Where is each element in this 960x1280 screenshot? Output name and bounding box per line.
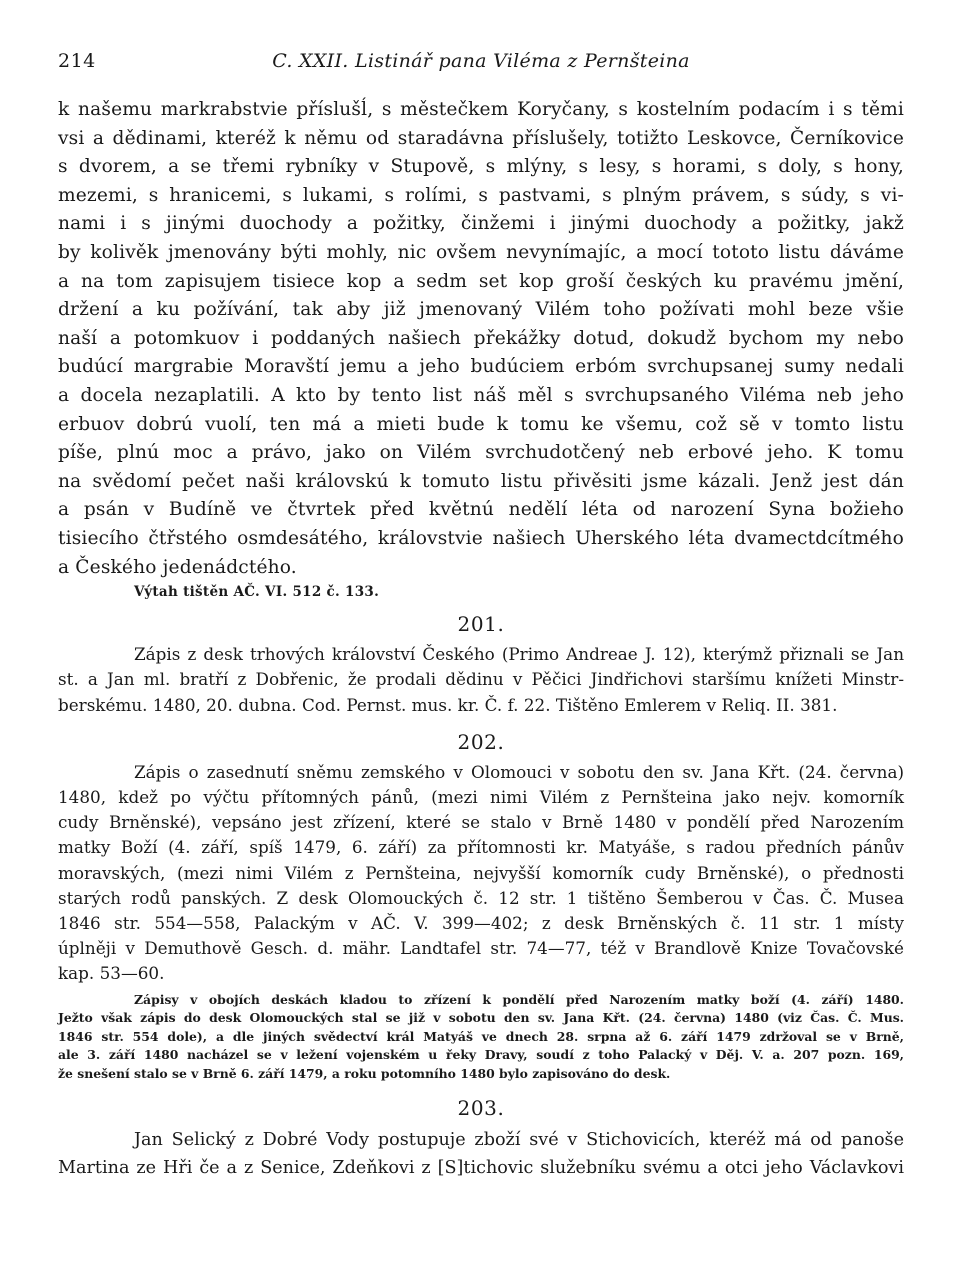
text-line: k našemu markrabstvie příslušĺ, s městečkem Koryčany, s kostelním podacím i s těmi — [58, 99, 904, 120]
entry-line: moravských, (mezi nimi Vilém z Pernšteina, nejvyšší komorník cudy Brněnské), o přednosti — [58, 862, 904, 883]
main-text — [58, 96, 904, 582]
source-note: Výtah tištěn AČ. VI. 512 č. 133. — [134, 584, 380, 601]
text-line: vsi a dědinami, kteréž k němu od staradávna příslušely, totižto Leskovce, Černíkovice — [58, 127, 904, 149]
footnote-line: Ježto však zápis do desk Olomouckých stal se již v sobotu den sv. Jana Křt. (24. června) 1480 (viz Čas. Č. Mus. — [58, 1010, 904, 1026]
text-line: erbuov dobrú vuolí, ten má a mieti bude k tomu ke všemu, což sě v tomto listu — [58, 413, 904, 435]
text-line: a na tom zapisujem tisiece kop a sedm set kop groší českých ku pravému jmění, — [58, 270, 904, 292]
document-page — [58, 44, 904, 1182]
text-line: na svědomí pečet naši královskú k tomuto listu přivěsiti jsme kázali. Jenž jest dán — [58, 470, 904, 492]
text-line: budúcí margrabie Moravští jemu a jeho budúciem erbóm svrchupsanej sumy nedali — [58, 356, 904, 378]
page-number: 214 — [58, 50, 96, 72]
footnote-line: ale 3. září 1480 nacházel se v ležení vojenském u řeky Dravy, soudí z toho Palacký v Děj. V. a. 207 pozn. 169, — [58, 1047, 904, 1063]
footnote-line: Zápisy v obojích deskách kladou to zřízení k pondělí před Narozením matky boží (4. září) 1480. — [134, 991, 904, 1007]
text-line: s dvorem, a se třemi rybníky v Stupově, s mlýny, s lesy, s horami, s doly, s hony, — [58, 156, 904, 178]
entry-number-202: 202. — [457, 729, 505, 754]
footnote-line: že snešení stalo se v Brně 6. září 1479, a roku potomního 1480 bylo zapisováno do desk. — [58, 1065, 671, 1081]
entry-line: Martina ze Hři če a z Senice, Zdeňkovi z [S]tichovic služebníku svému a otci jeho Václavkovi — [58, 1157, 904, 1178]
text-line: nami i s jinými duochody a požitky, činžemi i jinými duochody a požitky, jakž — [58, 213, 904, 235]
entry-line: berskému. 1480, 20. dubna. Cod. Pernst. mus. kr. Č. f. 22. Tištěno Emlerem v Reliq. II. 381. — [58, 694, 838, 715]
entry-number-203: 203. — [457, 1095, 505, 1120]
entry-line: cudy Brněnské), vepsáno jest zřízení, které se stalo v Brně 1480 v pondělí před Narozením — [58, 812, 904, 833]
entry-number-201: 201. — [457, 612, 505, 637]
entry-202-footnote — [58, 991, 904, 1084]
text-line: držení a ku požívání, tak aby již jmenovaný Vilém toho požívati mohl beze všie — [58, 299, 904, 321]
text-line: by kolivěk jmenovány býti mohly, nic ovšem nevynímajíc, a mocí tototo listu dáváme — [58, 241, 904, 263]
text-line: píše, plnú moc a právo, jako on Vilém svrchudotčený neb erbové jeho. K tomu — [58, 442, 904, 464]
entry-line: st. a Jan ml. bratří z Dobřenic, že prodali dědinu v Pěčici Jindřichovi staršímu knížeti Minstr- — [58, 669, 904, 690]
entry-line: Jan Selický z Dobré Vody postupuje zboží své v Stichovicích, kteréž má od panoše — [134, 1129, 904, 1150]
text-line: a psán v Budíně ve čtvrtek před květnú nedělí léta od narození Syna božieho — [58, 499, 904, 521]
entry-line: úplněji v Demuthově Gesch. d. mähr. Landtafel str. 74—77, též v Brandlově Knize Tovačovské — [58, 938, 904, 959]
text-line: a Českého jedenádctého. — [58, 556, 297, 578]
entry-202-text — [58, 760, 904, 987]
entry-203-text — [58, 1126, 904, 1182]
text-line: tisiecího čtřstého osmdesátého, královstvie našiech Uherského léta dvamectdcítmého — [58, 527, 904, 549]
chapter-title: C. XXII. Listinář pana Viléma z Pernšteina — [272, 50, 690, 72]
entry-line: Zápis z desk trhových království Českého (Primo Andreae J. 12), kterýmž přiznali se Jan — [134, 644, 904, 665]
running-head — [58, 44, 904, 80]
text-line: naší a potomkuov i poddaných našiech překážky dotud, dokudž bychom my nebo — [58, 327, 904, 349]
entry-line: starých rodů panských. Z desk Olomouckých č. 12 str. 1 tištěno Šemberou v Čas. Č. Musea — [58, 887, 904, 908]
entry-line: kap. 53—60. — [58, 963, 165, 984]
entry-line: 1480, kdež po výčtu přítomných pánů, (mezi nimi Vilém z Pernšteina jako nejv. komorník — [58, 786, 904, 807]
footnote-line: 1846 str. 554 dole), a dle jiných svědectví král Matyáš ve dnech 28. srpna až 6. září 1479 zdržoval se v Brně, — [58, 1028, 904, 1044]
entry-line: 1846 str. 554—558, Palackým v AČ. V. 399—402; z desk Brněnských č. 11 str. 1 místy — [58, 912, 904, 933]
entry-line: Zápis o zasednutí sněmu zemského v Olomouci v sobotu den sv. Jana Křt. (24. června) — [134, 761, 904, 782]
text-line: a docela nezaplatili. A kto by tento list náš měl s svrchupsaného Viléma neb jeho — [58, 384, 904, 406]
entry-201-text — [58, 642, 904, 718]
entry-line: matky Boží (4. září, spíš 1479, 6. září) za přítomnosti kr. Matyáše, s radou předních pánův — [58, 837, 904, 858]
text-line: mezemi, s hranicemi, s lukami, s rolími, s pastvami, s plným právem, s súdy, s vi- — [58, 184, 904, 206]
